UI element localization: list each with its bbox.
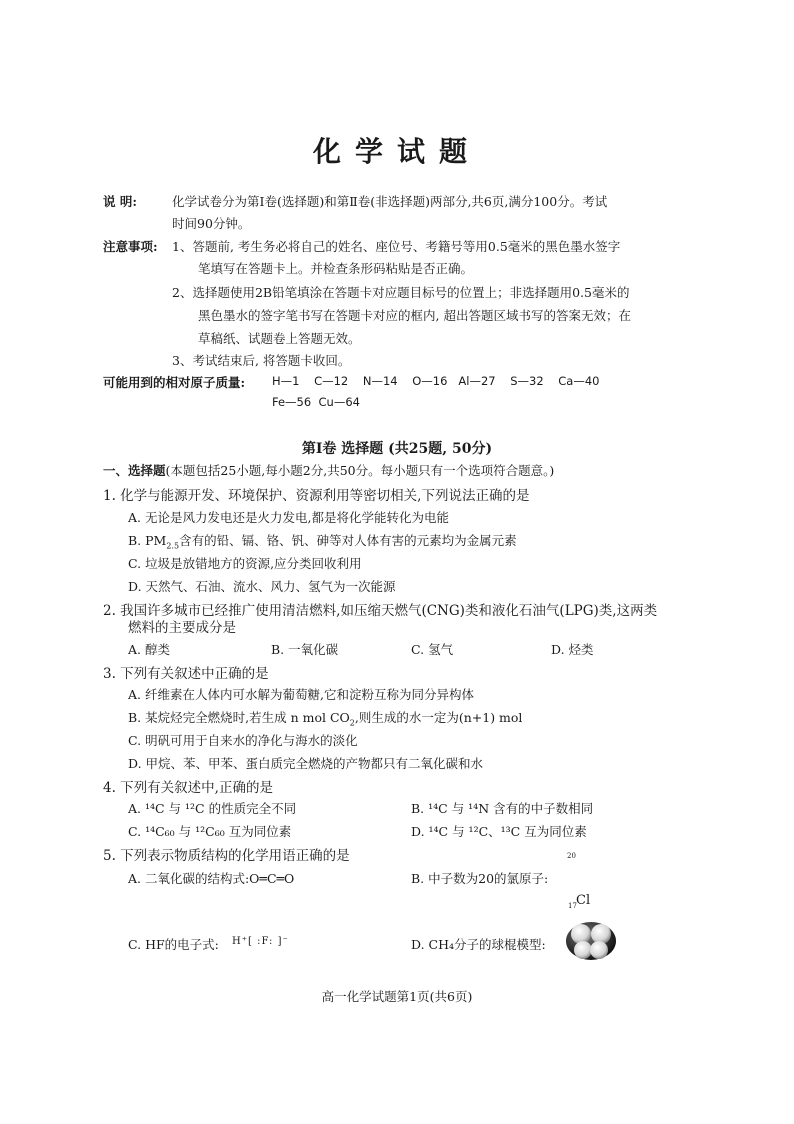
note-1-line-2: 笔填写在答题卡上。并检查条形码粘贴是否正确。 (198, 261, 474, 276)
question-5-stem: 5. 下列表示物质结构的化学用语正确的是 (103, 848, 350, 864)
page-title: 化学试题 (312, 135, 481, 168)
note-2-line-1: 2、选择题使用2B铅笔填涂在答题卡对应题目标号的位置上；非选择题用0.5毫米的 (172, 285, 630, 300)
note-3: 3、考试结束后, 将答题卡收回。 (172, 353, 351, 368)
question-4-option-a: A. ¹⁴C 与 ¹²C 的性质完全不同 (128, 801, 297, 816)
question-1-option-b: B. $PM_{2.5}$含有的铅、镉、铬、钒、砷等对人体有害的元素均为金属元素 (128, 533, 517, 551)
question-5-option-d: D. CH₄分子的球棍模型: (411, 937, 546, 952)
chlorine-mass-number: 20 (567, 852, 576, 860)
question-1-option-d: D. 天然气、石油、流水、风力、氢气为一次能源 (128, 579, 396, 594)
question-2-stem-line-2: 燃料的主要成分是 (128, 620, 236, 636)
question-2-option-d: D. 烃类 (551, 642, 594, 657)
methane-ball-model-icon (565, 920, 617, 962)
notes-label: 注意事项: (103, 239, 158, 254)
question-4-option-c: C. ¹⁴C₆₀ 与 ¹²C₆₀ 互为同位素 (128, 824, 292, 839)
question-2-stem-line-1: 2. 我国许多城市已经推广使用清洁燃料,如压缩天燃气(CNG)类和液化石油气(LPG)类,这两类 (103, 603, 658, 619)
part-label: 一、选择题 (103, 463, 166, 478)
question-1-stem: 1. 化学与能源开发、环境保护、资源利用等密切相关,下列说法正确的是 (103, 488, 530, 504)
question-3-stem: 3. 下列有关叙述中正确的是 (103, 666, 269, 682)
question-3-option-c: C. 明矾可用于自来水的净化与海水的淡化 (128, 733, 358, 748)
question-4-option-d: D. ¹⁴C 与 ¹²C、¹³C 互为同位素 (411, 824, 587, 839)
question-4-stem: 4. 下列有关叙述中,正确的是 (103, 780, 273, 796)
question-3-option-b: B. 某烷烃完全燃烧时,若生成 n mol $CO_2$,则生成的水一定为(n+1) mol (128, 710, 523, 728)
part-note: (本题包括25小题,每小题2分,共50分。每小题只有一个选项符合题意。) (165, 463, 555, 478)
atomic-mass-label: 可能用到的相对原子质量: (103, 375, 246, 390)
question-5-option-c: C. HF的电子式: (128, 937, 219, 952)
question-3-option-a: A. 纤维素在人体内可水解为葡萄糖,它和淀粉互称为同分异构体 (128, 687, 474, 702)
note-2-line-2: 黑色墨水的签字笔书写在答题卡对应的框内, 超出答题区域书写的答案无效；在 (198, 308, 631, 323)
section-heading: 第Ⅰ卷 选择题 (共25题, 50分) (301, 441, 493, 457)
chlorine-atomic-number: 17 (568, 902, 577, 910)
hf-electron-formula: H⁺[ :F: ]⁻ (232, 936, 289, 947)
note-2-line-3: 草稿纸、试题卷上答题无效。 (198, 331, 361, 346)
note-1-line-1: 1、答题前, 考生务必将自己的姓名、座位号、考籍号等用0.5毫米的黑色墨水签字 (172, 239, 621, 254)
question-5-option-a: A. 二氧化碳的结构式:O═C═O (128, 871, 295, 886)
question-3-option-d: D. 甲烷、苯、甲苯、蛋白质完全燃烧的产物都只有二氧化碳和水 (128, 756, 484, 771)
question-4-option-b: B. ¹⁴C 与 ¹⁴N 含有的中子数相同 (411, 801, 594, 816)
desc-line-1: 化学试卷分为第Ⅰ卷(选择题)和第Ⅱ卷(非选择题)两部分,共6页,满分100分。考试 (172, 194, 608, 209)
page-footer: 高一化学试题第1页(共6页) (321, 989, 473, 1004)
question-5-option-b: B. 中子数为20的氯原子: (411, 871, 549, 886)
chlorine-symbol: Cl (576, 893, 591, 908)
question-2-option-b: B. 一氧化碳 (271, 642, 339, 657)
question-2-option-c: C. 氢气 (411, 642, 454, 657)
desc-line-2: 时间90分钟。 (172, 216, 251, 231)
question-2-option-a: A. 醇类 (128, 642, 170, 657)
question-1-option-a: A. 无论是风力发电还是火力发电,都是将化学能转化为电能 (128, 510, 449, 525)
atomic-mass-line-2: Fe—56 Cu—64 (272, 395, 360, 409)
desc-label: 说 明: (103, 194, 137, 209)
question-1-option-c: C. 垃圾是放错地方的资源,应分类回收利用 (128, 556, 362, 571)
atomic-mass-line-1: H—1 C—12 N—14 O—16 Al—27 S—32 Ca—40 (272, 374, 600, 388)
